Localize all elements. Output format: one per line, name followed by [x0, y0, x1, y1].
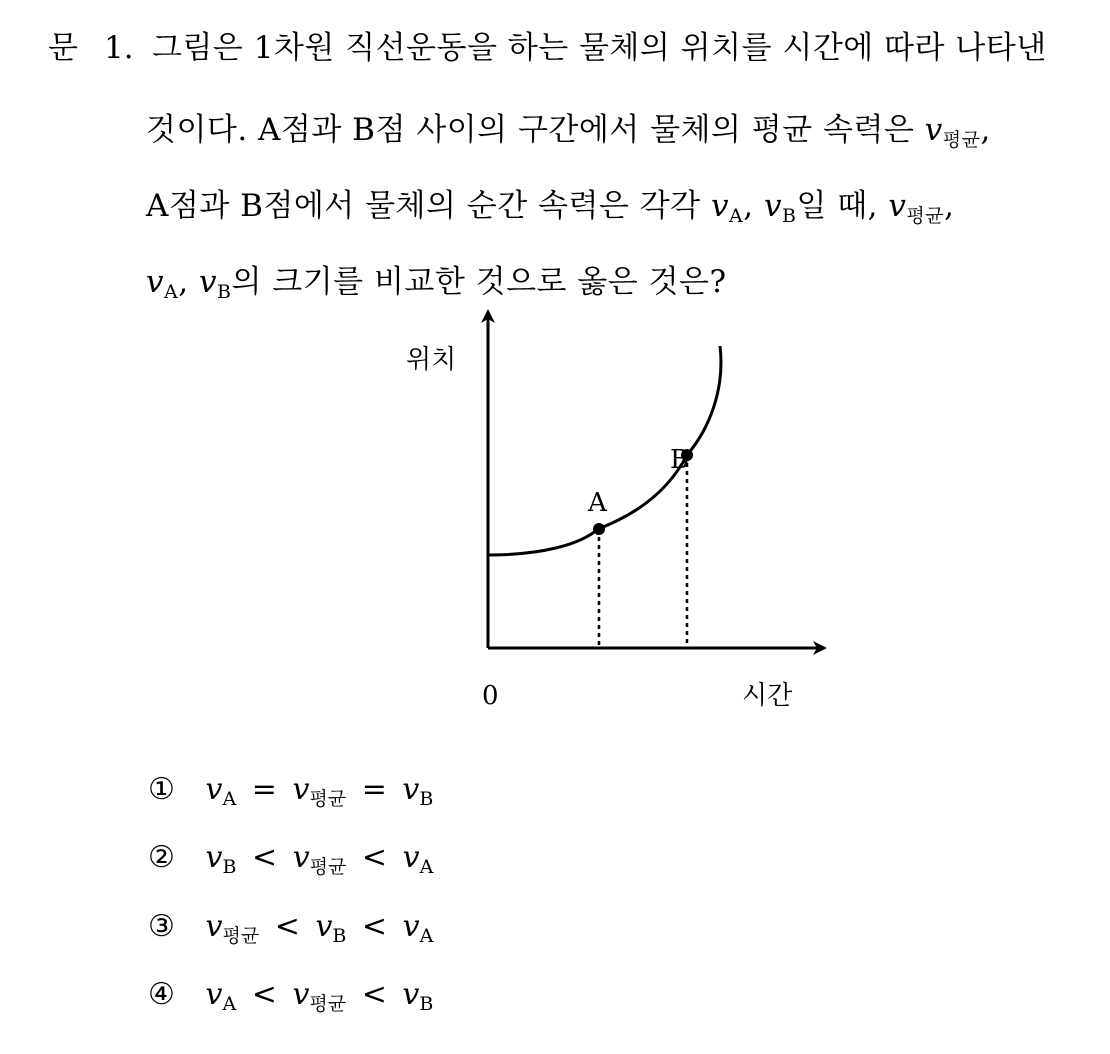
point-a-label: A [588, 488, 607, 518]
v-a-symbol: v [402, 840, 420, 875]
question-text-line3: A점과 B점에서 물체의 순간 속력은 각각 [146, 188, 711, 224]
v-a-subscript: A [419, 925, 434, 947]
v-a-symbol: v [205, 772, 223, 807]
choice-number: ③ [148, 909, 175, 944]
origin-label: 0 [482, 681, 499, 711]
v-b-symbol: v [205, 840, 223, 875]
operator: < [252, 840, 278, 875]
question-text-line1: 그림은 1차원 직선운동을 하는 물체의 위치를 시간에 따라 나타낸 [152, 30, 1047, 66]
point-b-label: B [670, 445, 690, 475]
v-a-subscript: A [419, 856, 434, 878]
question-text-line3b: 일 때, [796, 188, 889, 224]
v-a-subscript: A [222, 993, 237, 1015]
v-a-symbol: v [710, 188, 729, 224]
v-avg-symbol: v [292, 772, 310, 807]
operator: < [251, 977, 277, 1012]
v-b-subscript: B [332, 925, 347, 947]
v-b-symbol: v [198, 264, 217, 300]
position-time-graph [380, 298, 850, 718]
operator: = [251, 772, 277, 807]
v-a-subscript: A [164, 281, 179, 303]
question-line-2 [146, 110, 991, 160]
comma: , [944, 188, 955, 224]
comma: , [178, 264, 189, 300]
x-axis-label: 시간 [742, 681, 793, 711]
v-a-symbol: v [146, 264, 165, 300]
v-b-symbol: v [402, 977, 420, 1012]
question-text-line4: 의 크기를 비교한 것으로 옳은 것은? [231, 264, 727, 300]
operator: < [361, 840, 388, 875]
v-a-symbol: v [402, 909, 420, 944]
choice-number: ① [148, 772, 175, 807]
v-a-symbol: v [205, 977, 223, 1012]
v-avg-symbol: v [924, 112, 943, 148]
v-avg-symbol: v [888, 188, 907, 224]
choice-number: ② [148, 840, 175, 875]
choice-2[interactable] [148, 838, 433, 887]
choice-4[interactable] [148, 975, 433, 1024]
v-avg-subscript: 평균 [309, 856, 347, 878]
v-avg-subscript: 평균 [309, 993, 347, 1015]
comma: , [743, 188, 754, 224]
question-label: 문 [48, 30, 78, 66]
v-avg-subscript: 평균 [906, 205, 945, 227]
v-avg-symbol: v [205, 909, 223, 944]
v-a-subscript: A [222, 788, 237, 810]
v-avg-subscript: 평균 [309, 788, 347, 810]
question-line-1 [152, 28, 1047, 68]
operator: = [361, 772, 387, 807]
v-b-symbol: v [315, 909, 333, 944]
v-b-symbol: v [402, 772, 420, 807]
v-b-subscript: B [419, 993, 434, 1015]
operator: < [361, 977, 387, 1012]
v-avg-symbol: v [292, 977, 310, 1012]
v-b-subscript: B [781, 205, 797, 227]
question-number: 1. [104, 30, 134, 66]
y-axis-label: 위치 [406, 345, 457, 375]
question-line-3 [146, 186, 955, 236]
operator: < [361, 909, 388, 944]
question-text-line2: 것이다. A점과 B점 사이의 구간에서 물체의 평균 속력은 [146, 112, 925, 148]
v-avg-symbol: v [292, 840, 310, 875]
v-b-subscript: B [419, 788, 434, 810]
comma: , [980, 112, 991, 148]
v-b-symbol: v [763, 188, 782, 224]
choice-1[interactable] [148, 770, 433, 819]
operator: < [274, 909, 300, 944]
v-a-subscript: A [729, 205, 744, 227]
choice-number: ④ [148, 977, 175, 1012]
choice-3[interactable] [148, 907, 433, 956]
v-avg-subscript: 평균 [942, 129, 981, 151]
v-b-subscript: B [222, 856, 237, 878]
v-b-subscript: B [216, 281, 232, 303]
point-a-marker [593, 523, 605, 535]
v-avg-subscript: 평균 [222, 925, 260, 947]
